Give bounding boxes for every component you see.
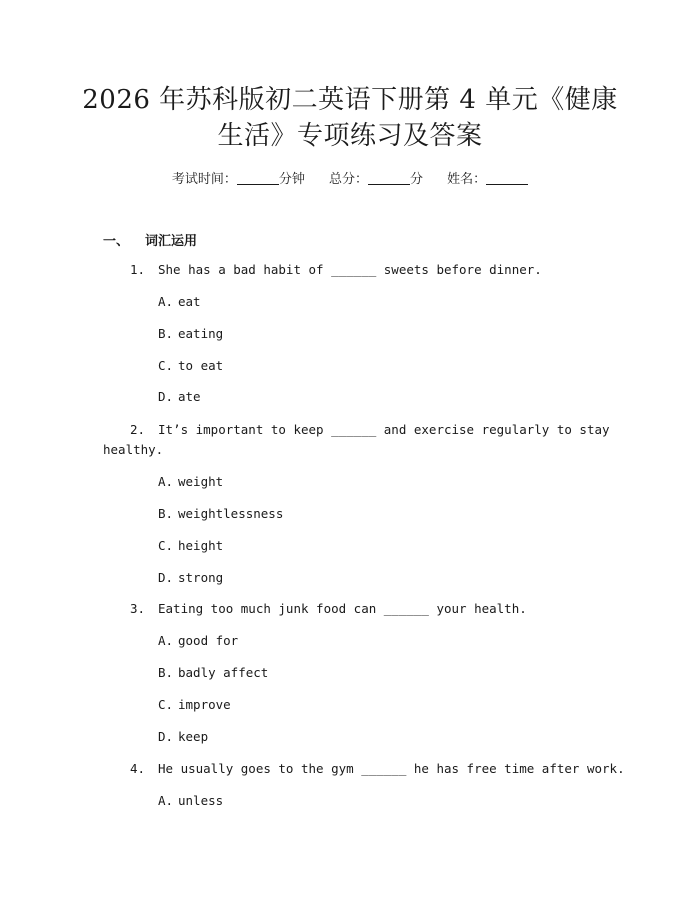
question-2	[130, 422, 610, 437]
question-number: 4.	[130, 761, 146, 776]
name-field	[447, 168, 528, 187]
exam-time-label: 考试时间：	[171, 172, 237, 187]
question-number: 2.	[130, 422, 146, 437]
question-2-option-d: D. strong	[158, 570, 224, 585]
question-1-option-c: C. to eat	[158, 358, 224, 373]
exam-time-unit: 分钟	[278, 172, 305, 187]
question-4	[130, 761, 625, 776]
question-number: 3.	[130, 601, 146, 616]
question-1-option-d: D. ate	[158, 389, 201, 404]
question-text: He usually goes to the gym ______ he has free time after work.	[158, 761, 625, 776]
question-text: She has a bad habit of ______ sweets before dinner.	[158, 262, 542, 277]
question-3	[130, 601, 527, 616]
total-score-field	[329, 168, 423, 187]
question-1	[130, 262, 542, 277]
document-title-line-1: 2026 年苏科版初二英语下册第 4 单元《健康	[82, 85, 618, 115]
question-3-option-b: B. badly affect	[158, 665, 269, 680]
document-title-line-2: 生活》专项练习及答案	[217, 121, 483, 151]
question-2-option-a: A. weight	[158, 474, 224, 489]
total-score-unit: 分	[410, 172, 424, 187]
question-2-option-b: B. weightlessness	[158, 506, 284, 521]
section-heading	[103, 230, 197, 249]
section-number: 一、	[103, 234, 130, 249]
question-3-option-c: C. improve	[158, 697, 231, 712]
question-2-text-continued: healthy.	[103, 442, 164, 457]
question-number: 1.	[130, 262, 146, 277]
exam-info-bar	[0, 168, 700, 187]
total-score-label: 总分：	[328, 172, 368, 187]
section-title: 词汇运用	[145, 234, 198, 249]
question-1-option-a: A. eat	[158, 294, 201, 309]
question-2-option-c: C. height	[158, 538, 224, 553]
question-3-option-a: A. good for	[158, 633, 239, 648]
question-text: Eating too much junk food can ______ your health.	[158, 601, 527, 616]
question-4-option-a: A. unless	[158, 793, 224, 808]
total-score-blank	[368, 172, 410, 185]
question-1-option-b: B. eating	[158, 326, 224, 341]
question-3-option-d: D. keep	[158, 729, 209, 744]
name-label: 姓名：	[447, 172, 487, 187]
question-text: It’s important to keep ______ and exercise regularly to stay	[158, 422, 610, 437]
name-blank	[486, 172, 528, 185]
exam-time-blank	[237, 172, 279, 185]
exam-time-field	[172, 168, 305, 187]
